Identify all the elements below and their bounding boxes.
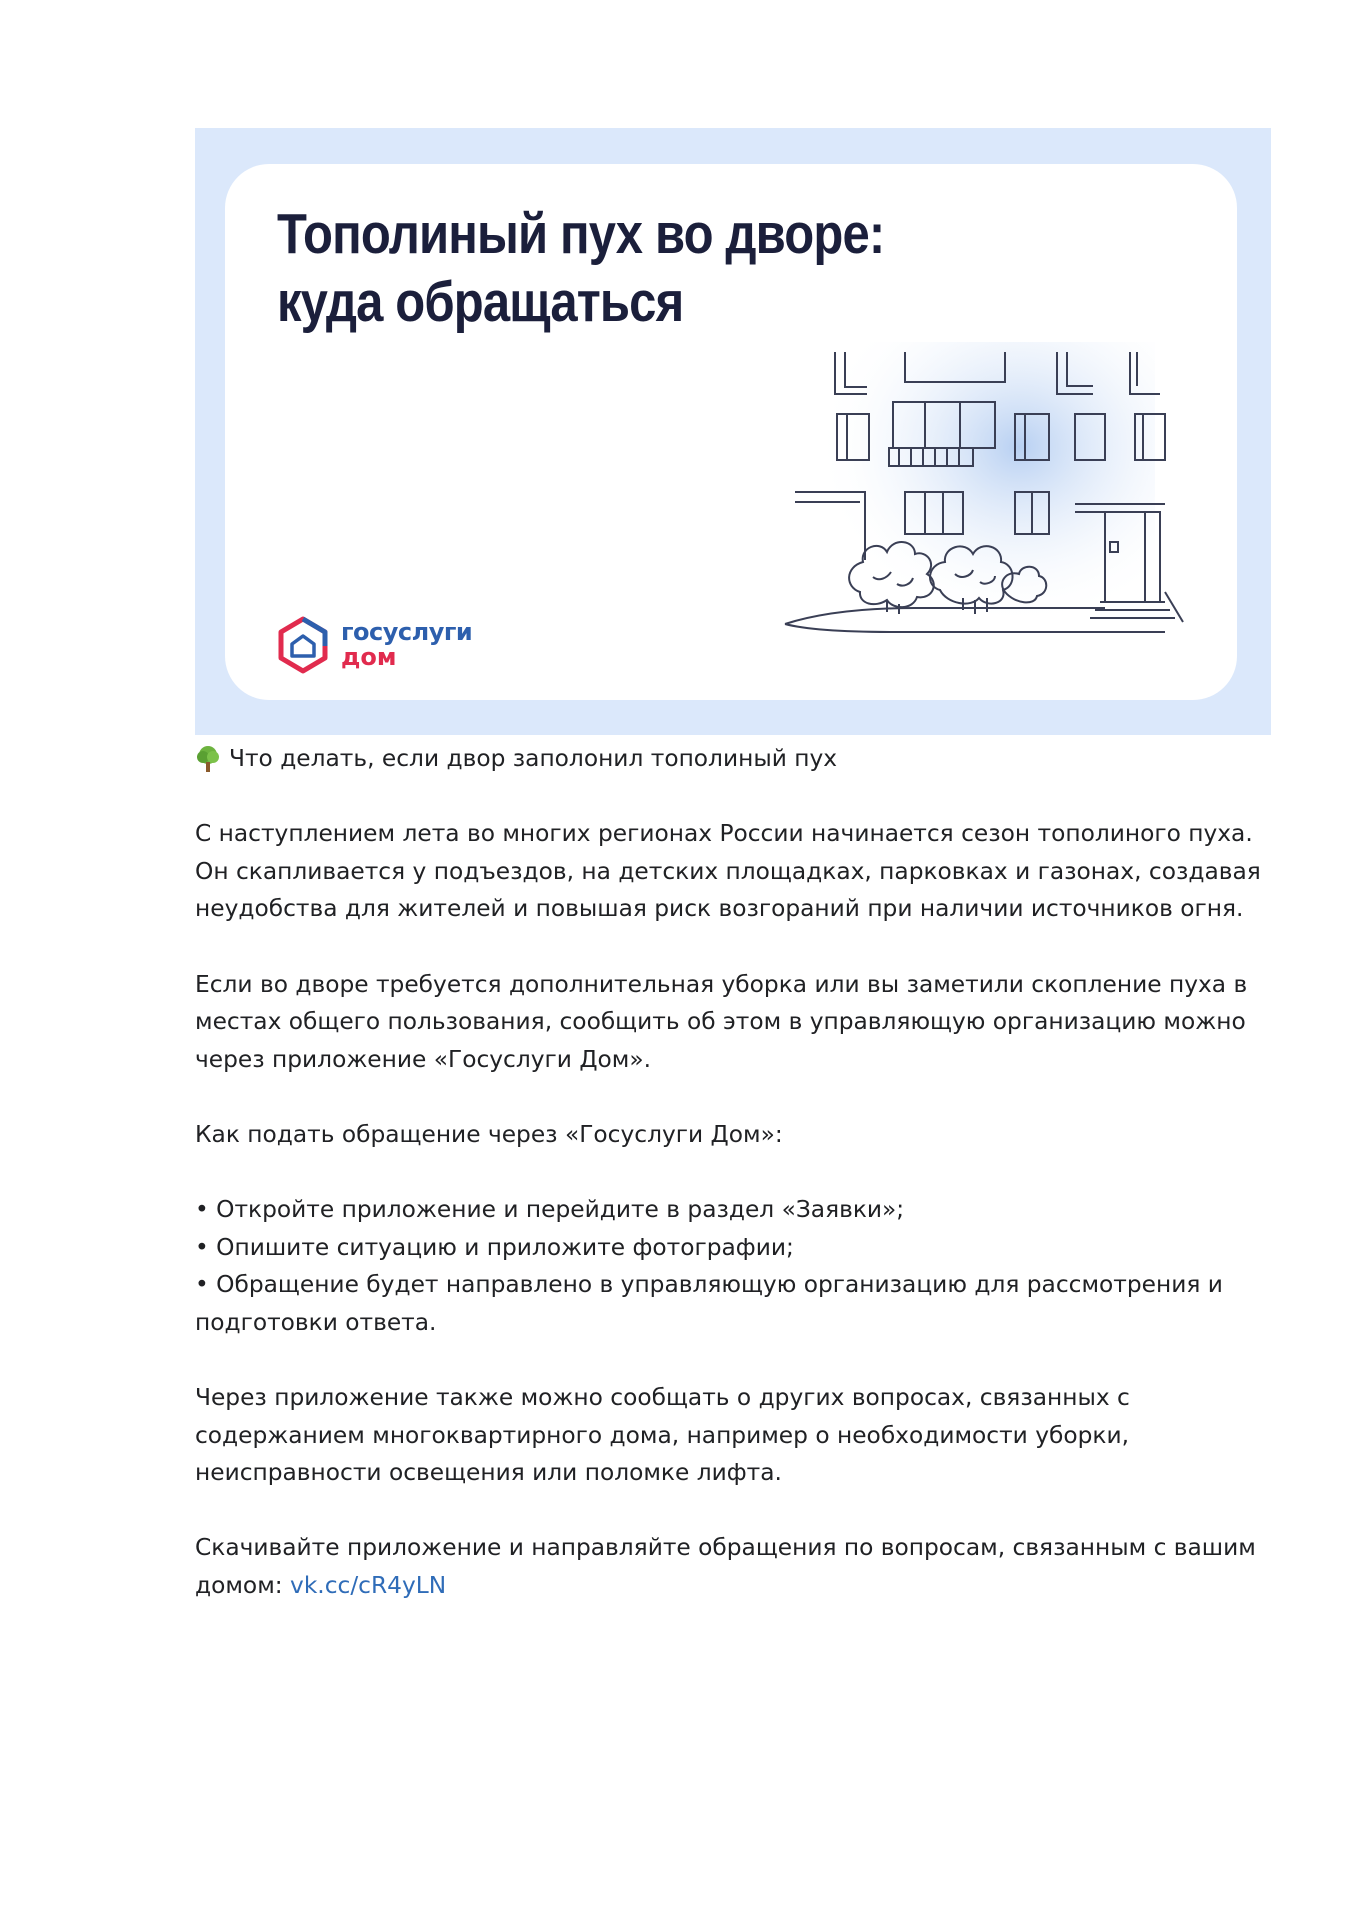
list-item: • Обращение будет направлено в управляющую организацию для рассмотрения и подготовки ответа. [195,1271,1223,1336]
lead-text: Что делать, если двор заполонил тополиный пух [229,745,838,772]
logo-text-dom: дом [341,643,397,671]
article-lead [195,740,1271,778]
paragraph-download [195,1529,1271,1604]
tree-icon [195,745,221,773]
steps-list [195,1191,1271,1341]
banner-card [225,164,1237,700]
article-body [195,740,1271,1642]
list-item: • Опишите ситуацию и приложите фотографии; [195,1233,794,1261]
banner-title-line2: куда обращаться [277,270,684,334]
banner-title-line1: Тополиный пух во дворе: [277,202,885,266]
banner-image [195,128,1271,735]
paragraph-howto-heading: Как подать обращение через «Госуслуги Дом»: [195,1120,783,1148]
list-item: • Откройте приложение и перейдите в раздел «Заявки»; [195,1196,905,1224]
banner-title [277,200,896,336]
building-illustration [775,342,1195,672]
paragraph-intro: С наступлением лета во многих регионах России начинается сезон тополиного пуха. Он скапливается у подъездов, на детских площадках, парковках и газонах, создавая неудобства для жителей и повышая риск возгораний при наличии источников огня. [195,820,1261,923]
house-logo-icon [277,616,329,674]
logo-text-gosuslugi: госуслуги [341,618,473,646]
app-link[interactable]: vk.cc/cR4yLN [290,1572,447,1600]
paragraph-report: Если во дворе требуется дополнительная уборка или вы заметили скопление пуха в местах общего пользования, сообщить об этом в управляющую организацию можно через приложение «Госуслуги Дом». [195,970,1248,1073]
paragraph-other-issues: Через приложение также можно сообщать о других вопросах, связанных с содержанием многоквартирного дома, например о необходимости уборки, неисправности освещения или поломке лифта. [195,1384,1130,1487]
download-text: Скачивайте приложение и направляйте обращения по вопросам, связанным с вашим домом: [195,1534,1256,1600]
gosuslugi-dom-logo [277,616,472,674]
